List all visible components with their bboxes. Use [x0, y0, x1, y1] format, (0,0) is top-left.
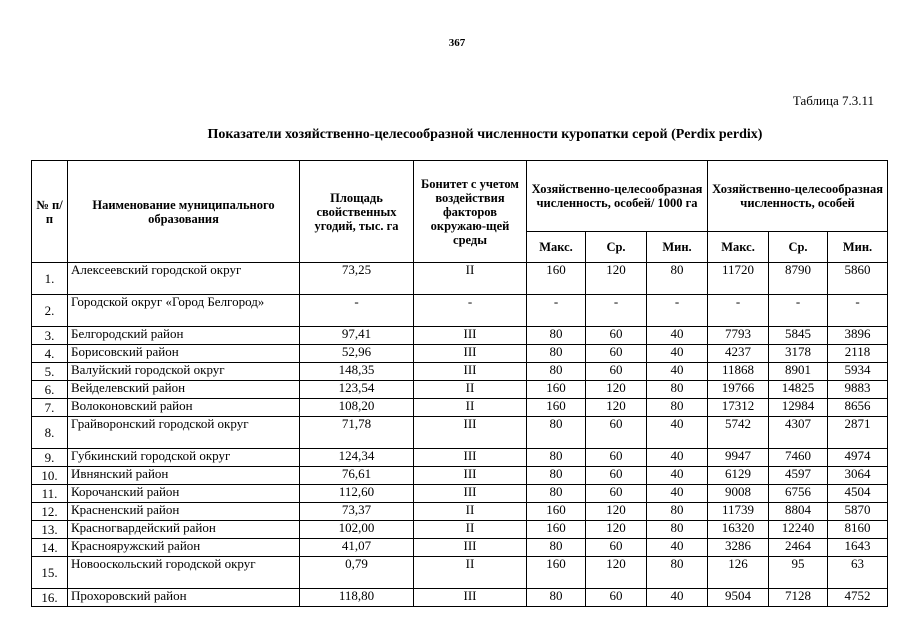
cell-count-min: 8656 [828, 399, 888, 417]
cell-density-max: 160 [527, 557, 586, 589]
table-row [32, 503, 888, 521]
cell-num: 10. [32, 467, 68, 485]
table-title: Показатели хозяйственно-целесообразной численности куропатки серой (Perdix perdix) [207, 127, 763, 142]
table-row [32, 381, 888, 399]
cell-density-min: 40 [647, 467, 708, 485]
table-row [32, 589, 888, 607]
cell-num: 13. [32, 521, 68, 539]
cell-num: 4. [32, 345, 68, 363]
cell-area: 118,80 [300, 589, 414, 607]
cell-count-min: 4752 [828, 589, 888, 607]
table-row [32, 485, 888, 503]
table-row [32, 417, 888, 449]
header-num: № п/п [32, 161, 68, 263]
cell-count-max: 19766 [708, 381, 769, 399]
cell-count-avg: - [769, 295, 828, 327]
cell-density-min: 40 [647, 485, 708, 503]
cell-num: 7. [32, 399, 68, 417]
cell-bonitet: II [414, 503, 527, 521]
cell-area: 0,79 [300, 557, 414, 589]
cell-count-max: 126 [708, 557, 769, 589]
cell-density-min: 40 [647, 539, 708, 557]
cell-count-min: 5860 [828, 263, 888, 295]
cell-count-avg: 3178 [769, 345, 828, 363]
cell-count-max: 9947 [708, 449, 769, 467]
cell-count-min: 5934 [828, 363, 888, 381]
cell-density-avg: 60 [586, 449, 647, 467]
cell-num: 9. [32, 449, 68, 467]
cell-count-min: 8160 [828, 521, 888, 539]
table-row [32, 557, 888, 589]
cell-count-max: 7793 [708, 327, 769, 345]
cell-area: 73,25 [300, 263, 414, 295]
cell-count-max: 16320 [708, 521, 769, 539]
cell-density-min: 40 [647, 449, 708, 467]
table-row [32, 449, 888, 467]
cell-area: 102,00 [300, 521, 414, 539]
cell-count-avg: 8790 [769, 263, 828, 295]
cell-density-avg: 60 [586, 327, 647, 345]
cell-density-max: 160 [527, 381, 586, 399]
cell-count-max: 5742 [708, 417, 769, 449]
table-body [32, 263, 888, 607]
cell-bonitet: III [414, 449, 527, 467]
table-row [32, 539, 888, 557]
cell-num: 11. [32, 485, 68, 503]
cell-density-min: 80 [647, 381, 708, 399]
cell-num: 16. [32, 589, 68, 607]
cell-density-avg: 120 [586, 557, 647, 589]
cell-count-min: 1643 [828, 539, 888, 557]
cell-count-max: - [708, 295, 769, 327]
cell-name: Корочанский район [68, 485, 300, 503]
cell-count-avg: 8804 [769, 503, 828, 521]
cell-density-min: 40 [647, 363, 708, 381]
cell-density-min: 80 [647, 557, 708, 589]
header-count-max: Макс. [708, 232, 769, 263]
cell-bonitet: III [414, 485, 527, 503]
cell-count-min: 3064 [828, 467, 888, 485]
header-density-group: Хозяйственно-целесообразная численность, особей/ 1000 га [527, 161, 708, 232]
cell-count-avg: 12240 [769, 521, 828, 539]
cell-bonitet: III [414, 589, 527, 607]
cell-density-max: - [527, 295, 586, 327]
cell-bonitet: III [414, 417, 527, 449]
cell-density-min: 80 [647, 503, 708, 521]
cell-name: Губкинский городской округ [68, 449, 300, 467]
cell-count-min: 4504 [828, 485, 888, 503]
cell-density-max: 160 [527, 521, 586, 539]
cell-count-max: 6129 [708, 467, 769, 485]
cell-name: Борисовский район [68, 345, 300, 363]
cell-area: 71,78 [300, 417, 414, 449]
cell-area: 108,20 [300, 399, 414, 417]
cell-density-max: 80 [527, 345, 586, 363]
table-row [32, 345, 888, 363]
cell-name: Алексеевский городской округ [68, 263, 300, 295]
cell-count-max: 9008 [708, 485, 769, 503]
table-row [32, 467, 888, 485]
cell-num: 15. [32, 557, 68, 589]
cell-density-min: 80 [647, 399, 708, 417]
cell-density-min: 40 [647, 327, 708, 345]
cell-density-avg: 60 [586, 363, 647, 381]
cell-area: 148,35 [300, 363, 414, 381]
table-label: Таблица 7.3.11 [792, 93, 874, 108]
header-bonitet: Бонитет с учетом воздействия факторов окружаю-щей среды [414, 161, 527, 263]
table-row [32, 327, 888, 345]
cell-count-max: 9504 [708, 589, 769, 607]
cell-density-max: 80 [527, 363, 586, 381]
cell-count-min: 9883 [828, 381, 888, 399]
cell-count-avg: 95 [769, 557, 828, 589]
cell-count-max: 11868 [708, 363, 769, 381]
cell-name: Городской округ «Город Белгород» [68, 295, 300, 327]
cell-density-avg: 60 [586, 345, 647, 363]
cell-density-min: 40 [647, 417, 708, 449]
cell-area: 73,37 [300, 503, 414, 521]
cell-count-min: 63 [828, 557, 888, 589]
cell-count-min: - [828, 295, 888, 327]
cell-count-avg: 14825 [769, 381, 828, 399]
cell-density-avg: 120 [586, 263, 647, 295]
cell-density-max: 160 [527, 263, 586, 295]
cell-density-max: 160 [527, 399, 586, 417]
cell-density-avg: 120 [586, 503, 647, 521]
cell-area: - [300, 295, 414, 327]
cell-count-min: 4974 [828, 449, 888, 467]
cell-area: 76,61 [300, 467, 414, 485]
header-density-avg: Ср. [586, 232, 647, 263]
cell-name: Валуйский городской округ [68, 363, 300, 381]
cell-bonitet: III [414, 363, 527, 381]
cell-bonitet: II [414, 263, 527, 295]
table-row [32, 399, 888, 417]
cell-num: 12. [32, 503, 68, 521]
header-count-min: Мин. [828, 232, 888, 263]
cell-name: Краснояружский район [68, 539, 300, 557]
cell-num: 5. [32, 363, 68, 381]
table-row [32, 263, 888, 295]
cell-density-avg: 60 [586, 485, 647, 503]
cell-count-avg: 8901 [769, 363, 828, 381]
cell-area: 41,07 [300, 539, 414, 557]
cell-density-max: 80 [527, 589, 586, 607]
cell-density-avg: 120 [586, 399, 647, 417]
cell-num: 8. [32, 417, 68, 449]
cell-name: Красногвардейский район [68, 521, 300, 539]
cell-bonitet: II [414, 521, 527, 539]
cell-name: Прохоровский район [68, 589, 300, 607]
cell-bonitet: II [414, 381, 527, 399]
cell-density-max: 80 [527, 539, 586, 557]
table-row [32, 363, 888, 381]
cell-count-avg: 4307 [769, 417, 828, 449]
cell-num: 3. [32, 327, 68, 345]
cell-bonitet: III [414, 467, 527, 485]
cell-count-min: 2871 [828, 417, 888, 449]
cell-count-avg: 6756 [769, 485, 828, 503]
cell-count-min: 3896 [828, 327, 888, 345]
cell-density-min: 40 [647, 589, 708, 607]
cell-area: 97,41 [300, 327, 414, 345]
header-density-min: Мин. [647, 232, 708, 263]
cell-count-max: 11739 [708, 503, 769, 521]
cell-count-avg: 7460 [769, 449, 828, 467]
cell-name: Красненский район [68, 503, 300, 521]
cell-density-max: 80 [527, 449, 586, 467]
cell-bonitet: III [414, 345, 527, 363]
cell-name: Ивнянский район [68, 467, 300, 485]
cell-bonitet: - [414, 295, 527, 327]
cell-name: Вейделевский район [68, 381, 300, 399]
cell-density-max: 80 [527, 417, 586, 449]
cell-density-min: 80 [647, 263, 708, 295]
cell-density-max: 80 [527, 485, 586, 503]
cell-density-min: 40 [647, 345, 708, 363]
cell-name: Новооскольский городской округ [68, 557, 300, 589]
table-header [32, 161, 888, 263]
cell-density-max: 80 [527, 467, 586, 485]
cell-count-avg: 7128 [769, 589, 828, 607]
cell-bonitet: II [414, 399, 527, 417]
cell-density-avg: 120 [586, 381, 647, 399]
cell-num: 1. [32, 263, 68, 295]
cell-count-avg: 2464 [769, 539, 828, 557]
cell-bonitet: III [414, 327, 527, 345]
cell-area: 112,60 [300, 485, 414, 503]
cell-name: Волоконовский район [68, 399, 300, 417]
cell-density-min: 80 [647, 521, 708, 539]
cell-num: 2. [32, 295, 68, 327]
header-name: Наименование муниципального образования [68, 161, 300, 263]
cell-area: 124,34 [300, 449, 414, 467]
header-area: Площадь свойственных угодий, тыс. га [300, 161, 414, 263]
cell-density-avg: 60 [586, 417, 647, 449]
cell-density-avg: 60 [586, 539, 647, 557]
cell-count-min: 2118 [828, 345, 888, 363]
cell-density-max: 80 [527, 327, 586, 345]
cell-area: 123,54 [300, 381, 414, 399]
cell-density-avg: 60 [586, 589, 647, 607]
cell-num: 6. [32, 381, 68, 399]
cell-name: Белгородский район [68, 327, 300, 345]
page-number: 367 [448, 37, 466, 49]
table-row [32, 295, 888, 327]
cell-density-max: 160 [527, 503, 586, 521]
cell-count-max: 4237 [708, 345, 769, 363]
table-row [32, 521, 888, 539]
cell-count-avg: 12984 [769, 399, 828, 417]
cell-count-min: 5870 [828, 503, 888, 521]
header-count-group: Хозяйственно-целесообразная численность, особей [708, 161, 888, 232]
cell-count-max: 17312 [708, 399, 769, 417]
cell-count-max: 3286 [708, 539, 769, 557]
cell-bonitet: III [414, 539, 527, 557]
cell-count-avg: 4597 [769, 467, 828, 485]
header-count-avg: Ср. [769, 232, 828, 263]
cell-density-avg: 60 [586, 467, 647, 485]
cell-density-avg: 120 [586, 521, 647, 539]
data-table [31, 160, 888, 607]
cell-num: 14. [32, 539, 68, 557]
cell-name: Грайворонский городской округ [68, 417, 300, 449]
cell-density-min: - [647, 295, 708, 327]
header-density-max: Макс. [527, 232, 586, 263]
cell-area: 52,96 [300, 345, 414, 363]
cell-bonitet: II [414, 557, 527, 589]
cell-count-avg: 5845 [769, 327, 828, 345]
cell-density-avg: - [586, 295, 647, 327]
cell-count-max: 11720 [708, 263, 769, 295]
